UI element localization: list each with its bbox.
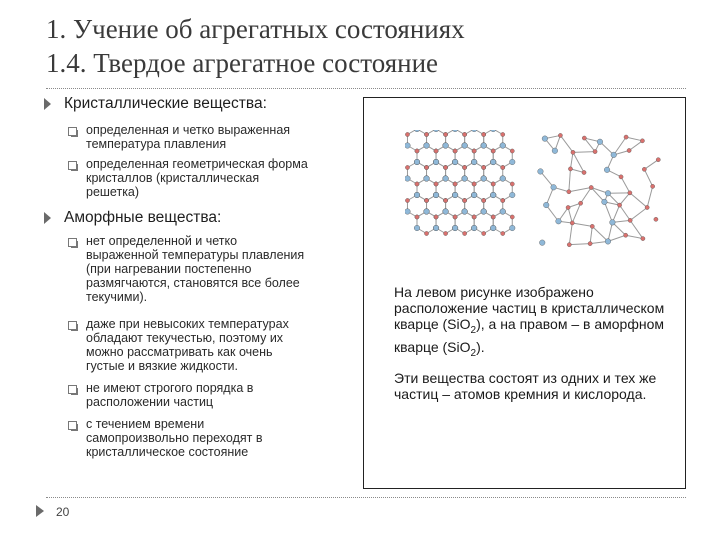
silicon-atom	[610, 220, 616, 226]
silicon-atom	[452, 159, 458, 165]
silicon-atom	[443, 143, 449, 149]
caption-paragraph-2: Эти вещества состоят из одних и тех же частиц – атомов кремния и кислорода.	[394, 369, 657, 402]
bond	[573, 152, 584, 172]
silicon-atom	[500, 143, 506, 149]
silicon-atom	[509, 159, 515, 165]
oxygen-atom	[654, 217, 658, 221]
silicon-atom	[481, 143, 487, 149]
oxygen-atom	[624, 135, 628, 139]
amorphous-item-4: с течением времени самопроизвольно переходят в кристаллическое состояние	[86, 417, 263, 459]
oxygen-atom	[593, 149, 597, 153]
silicon-atom	[500, 176, 506, 182]
bond	[620, 193, 630, 205]
silicon-atom	[552, 148, 558, 154]
oxygen-atom	[463, 198, 467, 202]
oxygen-atom	[651, 184, 655, 188]
oxygen-atom	[443, 198, 447, 202]
silicon-atom	[414, 225, 420, 231]
silicon-atom	[611, 152, 617, 158]
checkbox-bullet-icon	[68, 321, 77, 330]
oxygen-atom	[627, 148, 631, 152]
silicon-atom	[551, 185, 557, 191]
oxygen-atom	[501, 198, 505, 202]
bond	[569, 169, 571, 192]
silicon-atom	[481, 209, 487, 215]
bond	[626, 137, 642, 141]
bond	[647, 186, 652, 207]
bond	[604, 202, 612, 222]
oxygen-atom	[645, 205, 649, 209]
silicon-atom	[471, 130, 477, 132]
oxygen-atom	[624, 233, 628, 237]
silicon-atom	[414, 192, 420, 198]
oxygen-atom	[405, 132, 409, 136]
silicon-atom	[424, 209, 430, 215]
oxygen-atom	[405, 198, 409, 202]
bond	[568, 208, 572, 223]
silicon-atom	[452, 130, 458, 132]
silicon-atom	[443, 209, 449, 215]
oxygen-atom	[570, 221, 574, 225]
bond	[590, 226, 592, 243]
silicon-atom	[433, 159, 439, 165]
oxygen-atom	[501, 231, 505, 235]
oxygen-atom	[434, 149, 438, 153]
bond	[540, 171, 553, 187]
silicon-atom	[433, 130, 439, 132]
silicon-atom	[538, 169, 544, 175]
oxygen-atom	[453, 215, 457, 219]
silicon-atom	[602, 199, 608, 205]
silicon-atom	[500, 209, 506, 215]
checkbox-bullet-icon	[68, 127, 77, 136]
bond	[620, 205, 631, 220]
oxygen-atom	[405, 165, 409, 169]
bond	[560, 135, 573, 152]
silicon-atom	[543, 202, 549, 208]
silicon-atom	[462, 176, 468, 182]
bullet-arrow-icon	[44, 212, 51, 224]
oxygen-atom	[491, 182, 495, 186]
bond	[621, 177, 630, 193]
oxygen-atom	[501, 132, 505, 136]
amorphous-item-3: не имеют строгого порядка в расположении частиц	[86, 381, 254, 409]
page-number: 20	[56, 505, 70, 519]
silicon-atom	[405, 209, 410, 215]
oxygen-atom	[582, 136, 586, 140]
oxygen-atom	[415, 149, 419, 153]
oxygen-atom	[424, 198, 428, 202]
oxygen-atom	[415, 182, 419, 186]
oxygen-atom	[453, 149, 457, 153]
crystalline-item-2: определенная геометрическая форма кристаллов (кристаллическая решетка)	[86, 157, 308, 199]
oxygen-atom	[590, 224, 594, 228]
silicon-atom	[542, 136, 548, 142]
silicon-atom	[405, 143, 410, 149]
checkbox-bullet-icon	[68, 238, 77, 247]
oxygen-atom	[628, 218, 632, 222]
oxygen-atom	[424, 231, 428, 235]
oxygen-atom	[510, 149, 514, 153]
silicon-atom	[414, 159, 420, 165]
bond	[569, 223, 572, 245]
silicon-atom	[597, 139, 603, 145]
amorphous-item-1: нет определенной и четко выраженной температуры плавления (при нагревании постепенно размягчаются, становятся все более текучими).	[86, 234, 305, 304]
oxygen-atom	[567, 243, 571, 247]
oxygen-atom	[501, 165, 505, 169]
silicon-atom	[452, 225, 458, 231]
bond	[630, 207, 647, 220]
oxygen-atom	[567, 190, 571, 194]
checkbox-bullet-icon	[68, 161, 77, 170]
bond	[572, 223, 592, 226]
oxygen-atom	[443, 165, 447, 169]
oxygen-atom	[588, 242, 592, 246]
oxygen-atom	[482, 165, 486, 169]
silicon-atom	[605, 239, 611, 245]
bond	[629, 141, 642, 151]
quartz-structure-illustration	[405, 130, 665, 254]
oxygen-atom	[424, 165, 428, 169]
silicon-atom	[490, 225, 496, 231]
oxygen-atom	[482, 132, 486, 136]
silicon-atom	[433, 192, 439, 198]
footer-arrow-icon	[36, 505, 44, 517]
crystalline-item-1: определенная и четко выраженная температура плавления	[86, 123, 291, 151]
caption-paragraph-1: На левом рисунке изображено расположение частиц в кристаллическом кварце (SiO$_2$), а на правом – в аморфном кварце (SiO$_2$).	[394, 284, 665, 359]
oxygen-atom	[424, 132, 428, 136]
silicon-atom	[452, 192, 458, 198]
silicon-atom	[556, 218, 562, 224]
oxygen-atom	[589, 185, 593, 189]
title-line-2: 1.4. Твердое агрегатное состояние	[46, 48, 439, 78]
silicon-atom	[471, 159, 477, 165]
oxygen-atom	[582, 170, 586, 174]
oxygen-atom	[463, 165, 467, 169]
oxygen-atom	[472, 149, 476, 153]
oxygen-atom	[482, 231, 486, 235]
bond	[592, 226, 608, 241]
silicon-atom	[490, 130, 496, 132]
section-heading-crystalline: Кристаллические вещества:	[64, 95, 267, 112]
bond	[630, 220, 643, 238]
oxygen-atom	[491, 215, 495, 219]
oxygen-atom	[453, 182, 457, 186]
oxygen-atom	[443, 132, 447, 136]
oxygen-atom	[640, 139, 644, 143]
bond	[573, 152, 595, 153]
oxygen-atom	[510, 182, 514, 186]
oxygen-atom	[568, 167, 572, 171]
top-divider	[46, 88, 686, 89]
oxygen-atom	[656, 158, 660, 162]
bond	[644, 169, 652, 186]
bond	[630, 193, 647, 208]
silicon-atom	[490, 159, 496, 165]
silicon-atom	[509, 192, 515, 198]
silicon-atom	[605, 190, 611, 196]
bond	[644, 160, 658, 170]
bond	[546, 205, 558, 221]
bond	[569, 188, 591, 192]
section-heading-amorphous: Аморфные вещества:	[64, 209, 222, 226]
oxygen-atom	[491, 149, 495, 153]
silicon-atom	[471, 225, 477, 231]
checkbox-bullet-icon	[68, 385, 77, 394]
silicon-atom	[433, 225, 439, 231]
slide-title	[46, 12, 706, 80]
silicon-atom	[604, 167, 610, 173]
oxygen-atom	[558, 133, 562, 137]
oxygen-atom	[434, 215, 438, 219]
silicon-atom	[424, 176, 430, 182]
oxygen-atom	[628, 191, 632, 195]
silicon-atom	[462, 143, 468, 149]
silicon-atom	[490, 192, 496, 198]
oxygen-atom	[510, 215, 514, 219]
figure-caption	[394, 284, 679, 410]
silicon-atom	[424, 143, 430, 149]
oxygen-atom	[566, 205, 570, 209]
oxygen-atom	[463, 231, 467, 235]
oxygen-atom	[482, 198, 486, 202]
oxygen-atom	[472, 215, 476, 219]
silicon-atom	[539, 240, 545, 246]
bullet-arrow-icon	[44, 98, 51, 110]
oxygen-atom	[415, 215, 419, 219]
amorphous-item-2: даже при невысоких температурах обладают текучестью, поэтому их можно рассматривать как очень густые и вязкие жидкости.	[86, 317, 289, 373]
oxygen-atom	[619, 175, 623, 179]
silicon-atom	[414, 130, 420, 132]
bottom-divider	[46, 497, 686, 498]
oxygen-atom	[443, 231, 447, 235]
oxygen-atom	[571, 150, 575, 154]
oxygen-atom	[579, 201, 583, 205]
oxygen-atom	[463, 132, 467, 136]
checkbox-bullet-icon	[68, 421, 77, 430]
oxygen-atom	[642, 167, 646, 171]
oxygen-atom	[641, 236, 645, 240]
silicon-atom	[462, 209, 468, 215]
bond	[569, 244, 590, 245]
oxygen-atom	[617, 203, 621, 207]
bond	[581, 188, 592, 204]
bond	[570, 152, 573, 169]
silicon-atom	[471, 192, 477, 198]
silicon-atom	[405, 176, 410, 182]
silicon-atom	[443, 176, 449, 182]
silicon-atom	[481, 176, 487, 182]
title-line-1: 1. Учение об агрегатных состояниях	[46, 14, 465, 44]
oxygen-atom	[434, 182, 438, 186]
silicon-atom	[509, 225, 515, 231]
oxygen-atom	[472, 182, 476, 186]
